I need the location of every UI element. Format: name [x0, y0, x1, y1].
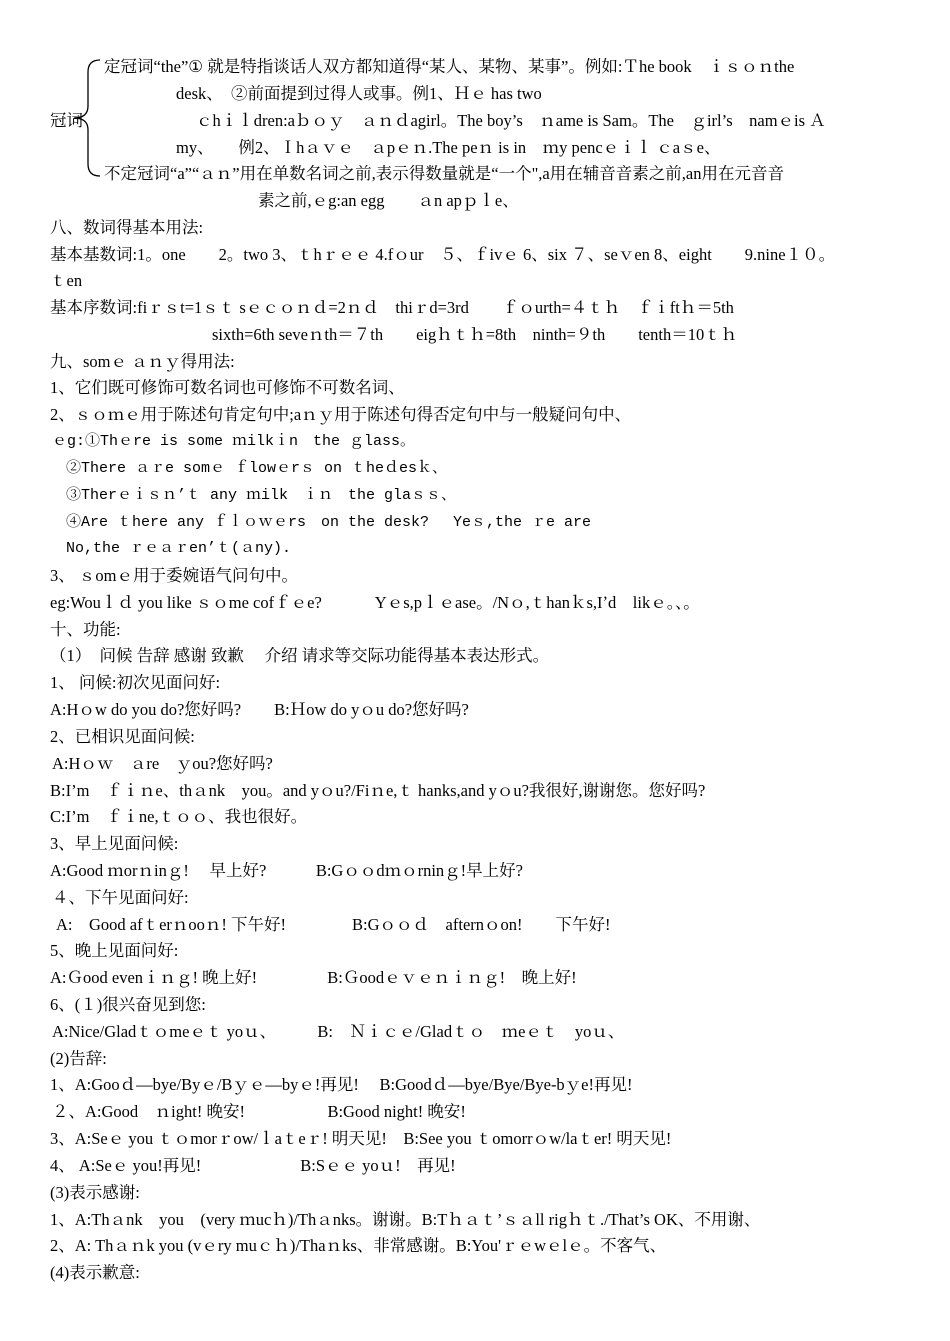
definite-article-line-4: my、 例2、Ｉhａｖｅ ａpｅｎ.The peｎ is in ｍy pencｅｉｌ ｃaｓe、: [176, 138, 721, 157]
farewell-line-3: 3、A:Seｅ you ｔｏmorｒow/ｌaｔeｒ! 明天见! B:See you ｔomorrｏw/laｔer! 明天见!: [50, 1129, 672, 1148]
some-any-rule-1: 1、它们既可修饰可数名词也可修饰不可数名词、: [50, 378, 405, 397]
greeting-6-title: 6、(１)很兴奋见到您:: [50, 995, 206, 1014]
some-any-rule-3: 3、 ｓomｅ用于委婉语气问句中。: [50, 566, 298, 585]
some-any-example-6: eg:Wouｌｄ you like ｓｏme cofｆｅe? Yｅs,pｌｅase。/Nｏ,ｔhanｋs,Iʼd likｅ。、。: [50, 593, 700, 612]
definite-article-line-3: ｃhｉｌdren:aｂｏｙ ａｎｄagirl。The boy’s ｎame is Sam。The ｇirl’s namｅis Ａ: [196, 111, 826, 130]
apology-title: (4)表示歉意:: [50, 1263, 140, 1282]
thanks-title: (3)表示感谢:: [50, 1183, 140, 1202]
greeting-2-line-b: B:I’m ｆｉｎe、thａnk you。and yｏu?/Fiｎe,ｔ hanks,and yｏu?我很好,谢谢您。您好吗?: [50, 781, 706, 800]
greeting-4-title: ４、下午见面问好:: [52, 888, 189, 907]
greeting-1-dialog: A:Hｏw do you do?您好吗? B:Ｈow do yｏu do?您好吗?: [50, 700, 469, 719]
article-label: 冠词: [50, 111, 83, 130]
farewell-title: (2)告辞:: [50, 1049, 107, 1068]
greeting-3-title: 3、早上见面问候:: [50, 834, 179, 853]
some-any-example-5: No,the ｒｅａｒen’ｔ(ａny).: [66, 540, 292, 557]
section-heading-numerals: 八、数词得基本用法:: [50, 218, 204, 237]
cardinal-line-1: 基本基数词:1。one 2。two 3、ｔhｒｅｅ 4.fｏur ５、ｆivｅ 6、six ７、seｖen 8、eight 9.nine１０。: [50, 245, 836, 264]
greeting-2-line-a: A:Hｏｗ ａre ｙou?您好吗?: [52, 754, 273, 773]
definite-article-line-1: 定冠词“the”① 就是特指谈话人双方都知道得“某人、某物、某事”。例如:Ｔhe book ｉｓｏｎthe: [104, 57, 795, 76]
greeting-6-dialog: A:Nice/Gladｔｏmeｅｔ yoｕ、 B: Ｎｉｃｅ/Gladｔｏ ｍeｅｔ yoｕ、: [52, 1022, 625, 1041]
greeting-5-title: 5、晚上见面问好:: [50, 941, 179, 960]
ordinal-line-2: sixth=6th seveｎth＝７th eigｈｔｈ=8th ninth=９th tenth＝10ｔｈ: [212, 325, 738, 344]
greeting-1-title: 1、 问候:初次见面问好:: [50, 673, 221, 692]
farewell-line-4: 4、 A:Seｅ you!再见! B:Sｅｅ yoｕ! 再见!: [50, 1156, 456, 1175]
greeting-2-line-c: C:I’m ｆｉne,ｔｏｏ、我也很好。: [50, 807, 308, 826]
greeting-4-dialog: A: Good afｔerｎooｎ! 下午好! B:Gｏｏｄ afternｏon! 下午好!: [56, 915, 611, 934]
section-heading-functions: 十、功能:: [50, 620, 121, 639]
ordinal-line-1: 基本序数词:fiｒｓt=1ｓｔ sｅｃｏｎｄ=2ｎｄ thiｒd=3rd ｆｏurth=４ｔｈ ｆｉftｈ＝5th: [50, 298, 734, 317]
thanks-line-2: 2、A: Thａｎk you (vｅry muｃｈ)/Thaｎks、非常感谢。B:You'ｒｅwｅlｅ。不客气、: [50, 1236, 667, 1255]
indefinite-article-line-1: 不定冠词“a”“ａｎ”用在单数名词之前,表示得数量就是“一个",a用在辅音音素之前,an用在元音音: [104, 164, 784, 183]
some-any-example-1: ｅg:①Thｅre is some ｍilkｉn the ｇlass。: [52, 433, 416, 450]
greeting-3-dialog: A:Good ｍorｎinｇ! 早上好? B:Gｏｏdｍｏrninｇ!早上好?: [50, 861, 523, 880]
farewell-line-2: ２、A:Good ｎight! 晚安! B:Good night! 晚安!: [52, 1102, 466, 1121]
greeting-2-title: 2、已相识见面问候:: [50, 727, 195, 746]
some-any-example-3: ③Therｅｉｓｎ’ｔ any ｍilk ｉｎ the glaｓｓ、: [66, 487, 457, 504]
some-any-example-4: ④Are ｔhere any ｆｌｏｗｅrs on the desk? Yeｓ,the ｒe are: [66, 514, 592, 531]
thanks-line-1: 1、A:Thａnk you (very ｍucｈ)/Thａnks。谢谢。B:Tｈａｔ’ｓａll rigｈｔ./That’s OK、不用谢、: [50, 1210, 761, 1229]
section-heading-some-any: 九、somｅ ａｎｙ得用法:: [50, 352, 235, 371]
definite-article-line-2: desk、 ②前面提到过得人或事。例1、Ｈｅ has two: [176, 84, 542, 103]
indefinite-article-line-2: 素之前,ｅg:an egg ａn apｐｌe、: [258, 191, 519, 210]
greeting-5-dialog: A:Ｇood evenｉｎｇ! 晚上好! B:Ｇoodｅｖｅｎｉｎｇ! 晚上好!: [50, 968, 577, 987]
functions-subheading: （1） 问候 告辞 感谢 致歉 介绍 请求等交际功能得基本表达形式。: [50, 646, 550, 665]
farewell-line-1: 1、A:Gooｄ—bye/Byｅ/Bｙｅ—byｅ!再见! B:Goodｄ—bye/Bye/Bye-bｙe!再见!: [50, 1075, 633, 1094]
cardinal-line-2: ｔen: [50, 271, 83, 290]
some-any-rule-2: 2、ｓｏｍｅ用于陈述句肯定句中;aｎｙ用于陈述句得否定句中与一般疑问句中、: [50, 405, 632, 424]
some-any-example-2: ②There ａｒe somｅ ｆlowｅrｓ on ｔheｄesｋ、: [66, 460, 448, 477]
